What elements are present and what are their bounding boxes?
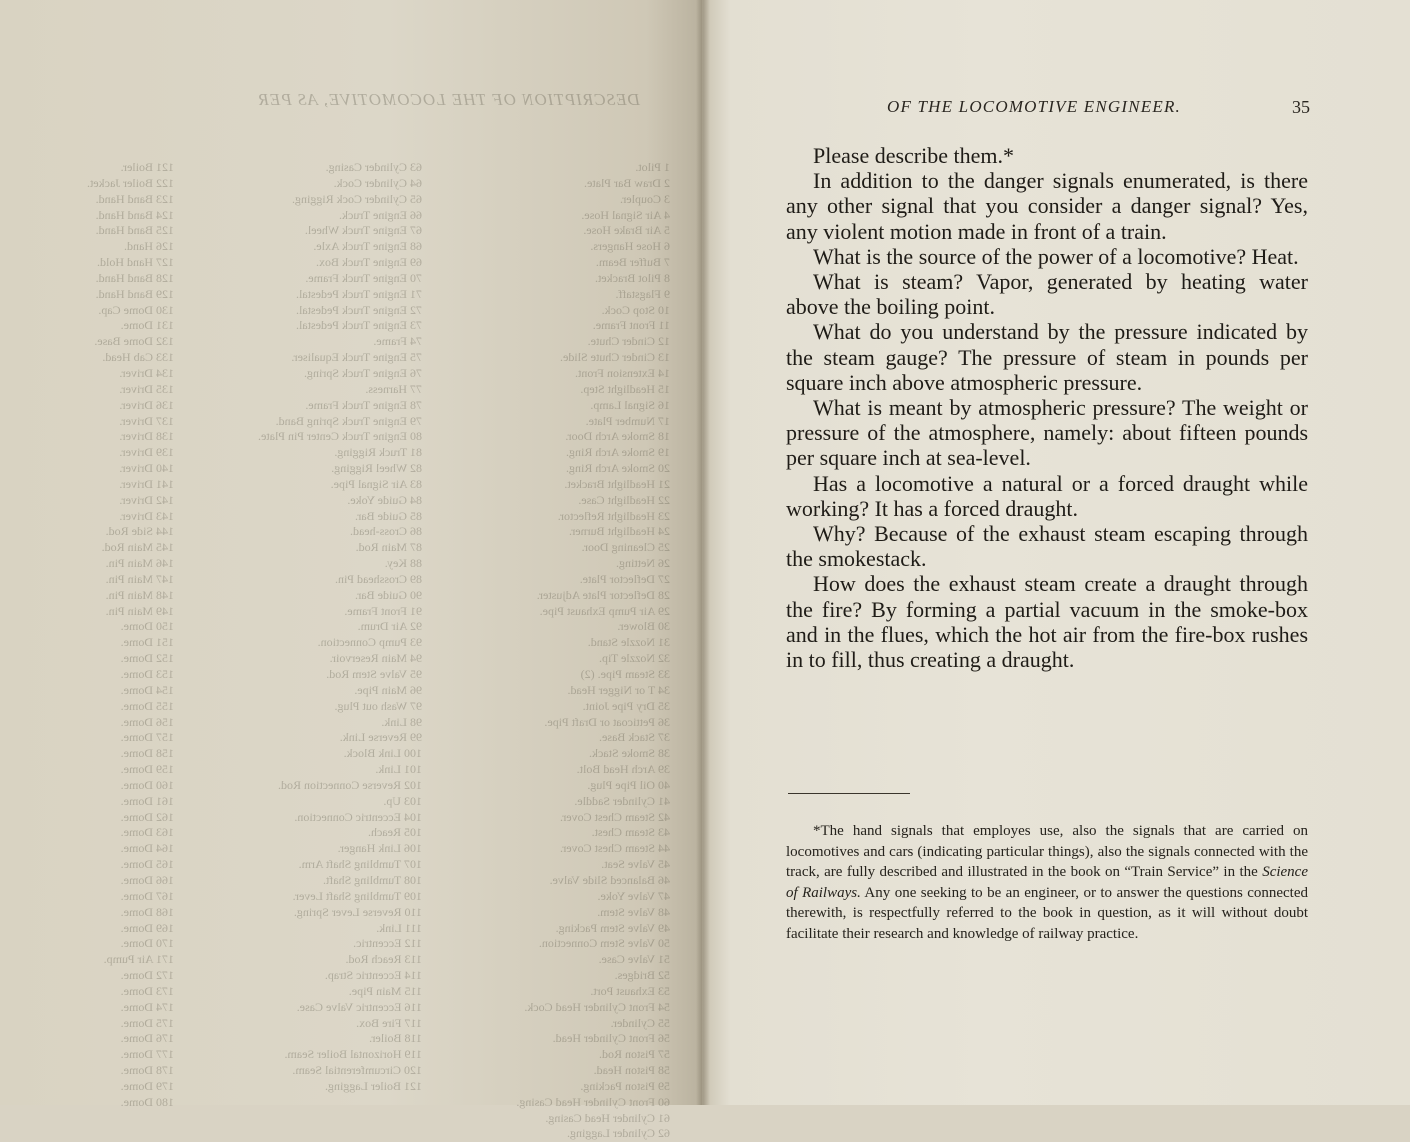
ghost-line: 51 Valve Case. xyxy=(598,952,670,967)
ghost-line: 4 Air Signal Hose. xyxy=(581,207,670,222)
ghost-line: 123 Band Hand. xyxy=(95,191,174,206)
ghost-line: 87 Main Rod. xyxy=(355,540,422,555)
ghost-line: 55 Cylinder. xyxy=(610,1015,670,1030)
ghost-line: 8 Pilot Bracket. xyxy=(595,270,670,285)
ghost-line: 53 Exhaust Port. xyxy=(590,983,670,998)
ghost-line: 45 Valve Seat. xyxy=(601,857,670,872)
paragraph: Please describe them.* xyxy=(813,143,1014,168)
ghost-line: 101 Link. xyxy=(375,762,422,777)
ghost-line: 126 Hand. xyxy=(124,239,174,254)
ghost-line: 68 Engine Truck Axle. xyxy=(313,239,422,254)
ghost-line: 67 Engine Truck Wheel. xyxy=(304,223,422,238)
ghost-line: 141 Driver. xyxy=(119,476,174,491)
paragraph: Has a locomotive a natural or a forced draught while working? It has a forced draught. xyxy=(786,470,1308,521)
ghost-line: 121 Boiler. xyxy=(120,160,174,174)
ghost-line: 137 Driver. xyxy=(119,413,174,428)
ghost-line: 17 Number Plate. xyxy=(585,413,670,428)
running-head: OF THE LOCOMOTIVE ENGINEER. xyxy=(887,97,1181,116)
ghost-line: 114 Eccentric Strap. xyxy=(324,968,422,983)
paragraph: Why? Because of the exhaust steam escaping through the smokestack. xyxy=(786,521,1308,572)
ghost-line: 167 Dome. xyxy=(120,888,174,903)
ghost-line: 111 Link. xyxy=(376,920,422,935)
ghost-line: 116 Eccentric Valve Case. xyxy=(296,999,422,1014)
ghost-line: 124 Band Hand. xyxy=(95,207,174,222)
ghost-line: 63 Cylinder Casing. xyxy=(325,160,422,174)
ghost-line: 134 Driver. xyxy=(119,365,174,380)
ghost-line: 113 Reach Rod. xyxy=(345,952,422,967)
ghost-line: 148 Main Pin. xyxy=(105,587,174,602)
ghost-line: 173 Dome. xyxy=(120,983,174,998)
ghost-line: 36 Petticoat or Draft Pipe. xyxy=(544,714,670,729)
ghost-line: 59 Piston Packing. xyxy=(580,1078,670,1093)
ghost-line: 2 Draw Bar Plate. xyxy=(584,175,670,190)
ghost-line: 98 Link. xyxy=(381,714,422,729)
ghost-line: 69 Engine Truck Box. xyxy=(315,255,422,270)
ghost-line: 169 Dome. xyxy=(120,920,174,935)
ghost-line: 115 Main Pipe. xyxy=(348,983,422,998)
ghost-line: 160 Dome. xyxy=(120,777,174,792)
ghost-line: 155 Dome. xyxy=(120,698,174,713)
ghost-line: 85 Guide Bar. xyxy=(355,508,422,523)
ghost-line: 174 Dome. xyxy=(120,999,174,1014)
ghost-line: 6 Hose Hangers. xyxy=(590,239,670,254)
ghost-line: 89 Crosshead Pin. xyxy=(335,571,422,586)
footnote-text-start: *The hand signals that employes use, also the signals that are carried on locomotives and cars (indicating particular things), also the signals connected with the track, are fully described and illustrated in the book on “Train Service” in the xyxy=(786,823,1308,880)
ghost-line: 54 Front Cylinder Head Cock. xyxy=(524,999,670,1014)
ghost-line: 77 Harness. xyxy=(365,381,422,396)
ghost-running-head: DESCRIPTION OF THE LOCOMOTIVE, AS PER xyxy=(257,90,640,109)
ghost-columns xyxy=(30,160,670,1142)
ghost-line: 31 Nozzle Stand. xyxy=(587,635,670,650)
paragraph: What is the source of the power of a locomotive? Heat. xyxy=(813,243,1299,269)
ghost-line: 97 Wash out Plug. xyxy=(334,698,422,713)
ghost-line: 154 Dome. xyxy=(120,682,174,697)
ghost-line: 144 Side Rod. xyxy=(105,524,174,539)
body-text xyxy=(786,143,1308,672)
ghost-line: 152 Dome. xyxy=(120,651,174,666)
ghost-line: 90 Guide Bar. xyxy=(355,587,422,602)
ghost-line: 3 Coupler. xyxy=(620,191,670,206)
ghost-line: 130 Dome Cap. xyxy=(98,302,174,317)
ghost-line: 136 Driver. xyxy=(119,397,174,412)
ghost-line: 46 Balanced Slide Valve. xyxy=(549,872,670,887)
ghost-column-1 xyxy=(440,160,670,1142)
ghost-line: 58 Piston Head. xyxy=(593,1063,670,1078)
ghost-line: 120 Circumferential Seam. xyxy=(292,1063,422,1078)
ghost-line: 78 Engine Truck Frame. xyxy=(305,397,422,412)
ghost-line: 9 Flagstaff. xyxy=(615,286,670,301)
ghost-line: 110 Reverse Lever Spring. xyxy=(293,904,422,919)
ghost-line: 102 Reverse Connection Rod. xyxy=(278,777,422,792)
ghost-line: 66 Engine Truck. xyxy=(338,207,422,222)
ghost-line: 1 Pilot. xyxy=(635,160,670,174)
ghost-line: 133 Cab Head. xyxy=(102,350,174,365)
ghost-line: 109 Tumbling Shaft Lever. xyxy=(292,888,422,903)
ghost-line: 42 Steam Chest Cover. xyxy=(560,809,670,824)
ghost-line: 92 Air Drum. xyxy=(357,619,422,634)
paragraph: How does the exhaust steam create a draught through the fire? By forming a partial vacuum in the smoke-box and in the flues, which the hot air from the fire-box rushes in to fill, thus creating a draught. xyxy=(786,571,1308,673)
ghost-line: 149 Main Pin. xyxy=(105,603,174,618)
ghost-line: 100 Link Block. xyxy=(343,746,422,761)
ghost-line: 86 Cross-head. xyxy=(350,524,422,539)
ghost-line: 99 Reverse Link. xyxy=(339,730,422,745)
ghost-line: 129 Band Hand. xyxy=(95,286,174,301)
ghost-line: 166 Dome. xyxy=(120,872,174,887)
ghost-line: 165 Dome. xyxy=(120,857,174,872)
ghost-line: 122 Boiler Jacket. xyxy=(87,175,174,190)
ghost-line: 121 Boiler Lagging. xyxy=(325,1078,422,1093)
ghost-line: 104 Eccentric Connection. xyxy=(294,809,422,824)
ghost-line: 20 Smoke Arch Ring. xyxy=(566,461,670,476)
right-page xyxy=(702,0,1410,1105)
ghost-line: 60 Front Cylinder Head Casing. xyxy=(516,1094,670,1109)
paragraph: What is meant by atmospheric pressure? The weight or pressure of the atmosphere, namely: about fifteen pounds per square inch at sea-level. xyxy=(786,395,1308,471)
ghost-line: 79 Engine Truck Spring Band. xyxy=(275,413,422,428)
ghost-line: 158 Dome. xyxy=(120,746,174,761)
ghost-line: 95 Valve Stem Rod. xyxy=(326,667,422,681)
ghost-line: 106 Link Hanger. xyxy=(337,841,422,856)
ghost-line: 14 Extension Front. xyxy=(575,365,670,380)
ghost-line: 18 Smoke Arch Door. xyxy=(565,429,670,444)
ghost-line: 140 Driver. xyxy=(119,461,174,476)
ghost-line: 93 Pump Connection. xyxy=(317,635,422,650)
ghost-line: 49 Valve Stem Packing. xyxy=(555,920,670,935)
ghost-line: 39 Arch Head Bolt. xyxy=(576,762,670,777)
ghost-line: 12 Cinder Chute. xyxy=(587,334,670,349)
book-gutter xyxy=(696,0,710,1105)
ghost-line: 180 Dome. xyxy=(120,1094,174,1109)
ghost-line: 10 Stop Cock. xyxy=(601,302,670,317)
ghost-line: 76 Engine Truck Spring. xyxy=(303,365,422,380)
ghost-line: 131 Dome. xyxy=(120,318,174,333)
ghost-line: 105 Reach. xyxy=(368,825,422,840)
ghost-line: 94 Main Reservoir. xyxy=(329,651,422,666)
ghost-line: 5 Air Brake Hose. xyxy=(583,223,670,238)
ghost-line: 64 Cylinder Cock. xyxy=(333,175,422,190)
ghost-line: 73 Engine Truck Pedestal. xyxy=(296,318,422,333)
ghost-line: 26 Netting. xyxy=(616,556,670,571)
ghost-line: 168 Dome. xyxy=(120,904,174,919)
ghost-line: 108 Tumbling Shaft. xyxy=(322,872,422,887)
paragraph: What is steam? Vapor, generated by heating water above the boiling point. xyxy=(786,269,1308,320)
ghost-line: 75 Engine Truck Equaliser. xyxy=(291,350,422,365)
ghost-line: 22 Headlight Case. xyxy=(578,492,670,507)
ghost-line: 172 Dome. xyxy=(120,968,174,983)
ghost-line: 146 Main Pin. xyxy=(105,556,174,571)
ghost-line: 80 Engine Truck Center Pin Plate. xyxy=(258,429,422,444)
left-page xyxy=(0,0,702,1141)
ghost-line: 25 Cleaning Door. xyxy=(581,540,670,555)
ghost-line: 103 Up. xyxy=(383,793,422,808)
ghost-line: 30 Blower. xyxy=(617,619,670,634)
ghost-line: 15 Headlight Step. xyxy=(580,381,670,396)
ghost-line: 62 Cylinder Lagging. xyxy=(567,1126,670,1141)
ghost-line: 27 Deflector Plate. xyxy=(579,571,670,586)
ghost-line: 142 Driver. xyxy=(119,492,174,507)
ghost-line: 72 Engine Truck Pedestal. xyxy=(296,302,422,317)
ghost-line: 47 Valve Yoke. xyxy=(597,888,670,903)
ghost-line: 81 Truck Rigging. xyxy=(334,445,422,460)
ghost-line: 65 Cylinder Cock Rigging. xyxy=(292,191,422,206)
ghost-line: 88 Key. xyxy=(384,556,422,571)
ghost-line: 84 Guide Yoke. xyxy=(347,492,422,507)
ghost-line: 37 Stack Base. xyxy=(599,730,670,745)
ghost-line: 96 Main Pipe. xyxy=(354,682,422,697)
ghost-line: 50 Valve Stem Connection. xyxy=(538,936,670,951)
ghost-line: 119 Horizontal Boiler Seam. xyxy=(284,1047,422,1062)
paragraph: What do you understand by the pressure indicated by the steam gauge? The pressure of steam in pounds per square inch above atmospheric pressure. xyxy=(786,319,1308,395)
footnote-book-title: Science of Railways. xyxy=(786,864,1308,901)
ghost-line: 178 Dome. xyxy=(120,1063,174,1078)
ghost-line: 43 Steam Chest. xyxy=(591,825,670,840)
ghost-line: 44 Steam Chest Cover. xyxy=(560,841,670,856)
ghost-line: 33 Steam Pipe. (2) xyxy=(580,667,670,681)
page-number: 35 xyxy=(1292,97,1310,117)
ghost-line: 29 Air Pump Exhaust Pipe. xyxy=(539,603,670,618)
footnote xyxy=(786,821,1308,944)
ghost-line: 170 Dome. xyxy=(120,936,174,951)
ghost-line: 125 Band Hand. xyxy=(95,223,174,238)
ghost-line: 138 Driver. xyxy=(119,429,174,444)
footnote-rule xyxy=(788,793,910,794)
ghost-line: 83 Air Signal Pipe. xyxy=(330,476,422,491)
ghost-line: 132 Dome Base. xyxy=(94,334,174,349)
ghost-line: 128 Band Hand. xyxy=(95,270,174,285)
ghost-line: 57 Piston Rod. xyxy=(598,1047,670,1062)
ghost-line: 118 Boiler. xyxy=(369,1031,422,1046)
paragraph: In addition to the danger signals enumerated, is there any other signal that you consider a danger signal? Yes, any violent motion made in front of a train. xyxy=(786,168,1308,244)
ghost-line: 163 Dome. xyxy=(120,825,174,840)
ghost-line: 161 Dome. xyxy=(120,793,174,808)
ghost-line: 127 Hand Hold. xyxy=(97,255,174,270)
ghost-line: 71 Engine Truck Pedestal. xyxy=(296,286,422,301)
ghost-line: 157 Dome. xyxy=(120,730,174,745)
ghost-line: 147 Main Pin. xyxy=(105,571,174,586)
ghost-line: 21 Headlight Bracket. xyxy=(564,476,670,491)
ghost-line: 139 Driver. xyxy=(119,445,174,460)
ghost-line: 56 Front Cylinder Head. xyxy=(552,1031,670,1046)
ghost-column-3 xyxy=(34,160,174,1142)
ghost-line: 156 Dome. xyxy=(120,714,174,729)
ghost-line: 32 Nozzle Tip. xyxy=(598,651,670,666)
ghost-line: 177 Dome. xyxy=(120,1047,174,1062)
ghost-line: 176 Dome. xyxy=(120,1031,174,1046)
ghost-column-2 xyxy=(192,160,422,1142)
ghost-line: 153 Dome. xyxy=(120,667,174,681)
ghost-line: 19 Smoke Arch Ring. xyxy=(566,445,670,460)
ghost-line: 162 Dome. xyxy=(120,809,174,824)
ghost-line: 28 Deflector Plate Adjuster. xyxy=(536,587,670,602)
ghost-line: 61 Cylinder Head Casing. xyxy=(545,1110,670,1125)
ghost-line: 150 Dome. xyxy=(120,619,174,634)
ghost-line: 11 Front Frame. xyxy=(592,318,670,333)
ghost-line: 82 Wheel Rigging. xyxy=(331,461,422,476)
footnote-text-end: Any one seeking to be an engineer, or to answer the questions connected therewith, is respectfully referred to the book in question, as it will without doubt facilitate their research and knowledge of railway practice. xyxy=(786,884,1308,942)
ghost-line: 74 Frame. xyxy=(373,334,422,349)
ghost-line: 143 Driver. xyxy=(119,508,174,523)
ghost-line: 159 Dome. xyxy=(120,762,174,777)
ghost-line: 175 Dome. xyxy=(120,1015,174,1030)
ghost-line: 13 Cinder Chute Slide. xyxy=(560,350,670,365)
ghost-line: 38 Smoke Stack. xyxy=(589,746,670,761)
ghost-line: 52 Bridges. xyxy=(614,968,670,983)
ghost-line: 107 Tumbling Shaft Arm. xyxy=(298,857,422,872)
ghost-line: 145 Main Rod. xyxy=(101,540,174,555)
ghost-line: 48 Valve Stem. xyxy=(597,904,670,919)
ghost-line: 91 Front Frame. xyxy=(344,603,422,618)
ghost-line: 135 Driver. xyxy=(119,381,174,396)
bleed-through-text xyxy=(30,90,670,1142)
ghost-line: 23 Headlight Reflector. xyxy=(557,508,670,523)
ghost-line: 70 Engine Truck Frame. xyxy=(305,270,422,285)
ghost-line: 151 Dome. xyxy=(120,635,174,650)
ghost-line: 41 Cylinder Saddle. xyxy=(574,793,670,808)
ghost-line: 35 Dry Pipe Joint. xyxy=(582,698,670,713)
ghost-line: 171 Air Pump. xyxy=(103,952,174,967)
ghost-line: 112 Eccentric. xyxy=(353,936,422,951)
ghost-line: 164 Dome. xyxy=(120,841,174,856)
ghost-line: 16 Signal Lamp. xyxy=(590,397,670,412)
ghost-line: 179 Dome. xyxy=(120,1078,174,1093)
ghost-line: 24 Headlight Burner. xyxy=(569,524,670,539)
ghost-line: 7 Buffer Beam. xyxy=(595,255,670,270)
ghost-line: 117 Fire Box. xyxy=(356,1015,422,1030)
ghost-line: 40 Oil Pipe Plug. xyxy=(587,777,670,792)
ghost-line: 34 T or Nigger Head. xyxy=(567,682,670,697)
